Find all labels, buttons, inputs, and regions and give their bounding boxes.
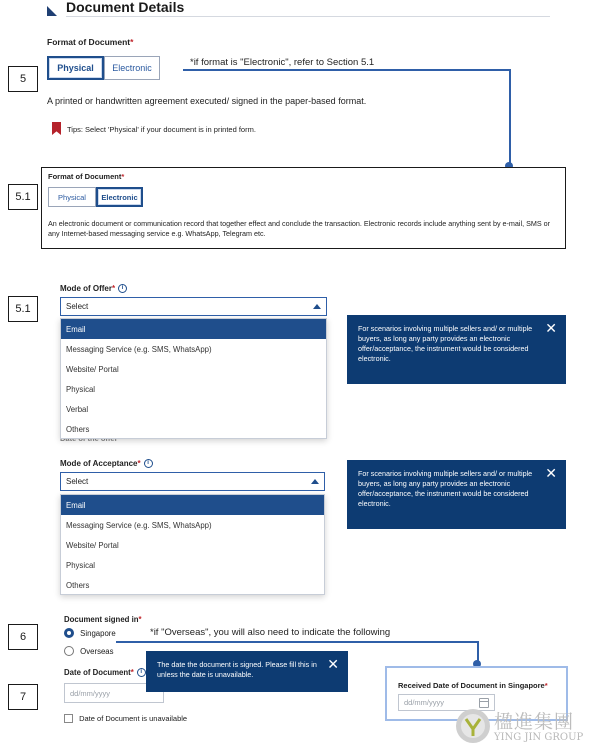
connector-line bbox=[116, 641, 478, 643]
radio-label: Overseas bbox=[80, 646, 114, 656]
mode-of-acceptance-label bbox=[60, 459, 153, 468]
section-marker bbox=[47, 6, 57, 16]
format-electronic-toggle bbox=[48, 187, 143, 207]
tooltip-text: For scenarios involving multiple sellers and/ or multiple buyers, as long any party provides an electronic offer/acceptance, the instrument would be considered electronic. bbox=[358, 324, 533, 363]
date-unavailable-checkbox[interactable] bbox=[64, 713, 187, 723]
menu-option-messaging[interactable]: Messaging Service (e.g. SMS, WhatsApp) bbox=[66, 344, 212, 354]
section-number-5-1: 5.1 bbox=[8, 184, 38, 210]
format-electronic-button[interactable]: Electronic bbox=[96, 187, 143, 207]
required-mark: * bbox=[112, 284, 116, 293]
required-mark: * bbox=[138, 615, 142, 624]
chevron-up-icon bbox=[313, 304, 321, 309]
required-mark: * bbox=[130, 668, 134, 677]
mode-of-offer-tooltip bbox=[347, 315, 566, 384]
mode-of-offer-label bbox=[60, 284, 127, 293]
date-of-document-label bbox=[64, 668, 146, 677]
tooltip-text: The date the document is signed. Please fill this in unless the date is unavailable. bbox=[157, 660, 317, 679]
connector-line bbox=[183, 69, 510, 71]
checkbox[interactable] bbox=[64, 714, 73, 723]
required-mark: * bbox=[130, 37, 134, 47]
menu-option-physical[interactable]: Physical bbox=[66, 384, 96, 394]
radio-button[interactable] bbox=[64, 646, 74, 656]
format-label-text: Format of Document bbox=[47, 37, 131, 47]
received-date-label bbox=[398, 681, 548, 690]
section-number-5-1-offer: 5.1 bbox=[8, 296, 38, 322]
mode-of-acceptance-tooltip bbox=[347, 460, 566, 529]
radio-singapore[interactable] bbox=[64, 628, 116, 638]
format-toggle bbox=[47, 56, 160, 80]
chevron-up-icon bbox=[311, 479, 319, 484]
format-annotation: *if format is "Electronic", refer to Section 5.1 bbox=[190, 57, 375, 68]
close-icon[interactable]: ✕ bbox=[545, 321, 557, 337]
divider bbox=[66, 16, 550, 17]
close-icon[interactable]: ✕ bbox=[327, 657, 339, 673]
mode-of-offer-menu bbox=[60, 318, 327, 439]
format-label bbox=[47, 37, 133, 47]
mode-of-acceptance-label-text: Mode of Acceptance bbox=[60, 459, 138, 468]
format-electronic-description: An electronic document or communication record that together effect and conclude the transaction. Electronic records include anything sent by e-mail, SMS or any Internet-based messaging service e.g. WhatsApp, Telegram etc. bbox=[48, 219, 551, 238]
signed-in-annotation: *if "Overseas", you will also need to indicate the following bbox=[150, 627, 391, 638]
document-signed-in-label-text: Document signed in bbox=[64, 615, 139, 624]
watermark-logo bbox=[452, 704, 602, 752]
menu-option-messaging[interactable]: Messaging Service (e.g. SMS, WhatsApp) bbox=[66, 520, 212, 530]
page-title: Document Details bbox=[66, 0, 185, 15]
info-icon[interactable]: i bbox=[118, 284, 127, 293]
logo-emblem-icon bbox=[454, 707, 492, 745]
mode-of-acceptance-select-value: Select bbox=[66, 477, 89, 486]
menu-option-physical[interactable]: Physical bbox=[66, 560, 96, 570]
tooltip-text: For scenarios involving multiple sellers and/ or multiple buyers, as long any party provides an electronic offer/acceptance, the instrument would be considered electronic. bbox=[358, 469, 533, 508]
mode-of-offer-select-value: Select bbox=[66, 302, 89, 311]
section-number-6: 6 bbox=[8, 624, 38, 650]
bookmark-icon bbox=[52, 122, 61, 135]
format-physical-button[interactable]: Physical bbox=[47, 56, 104, 80]
format-electronic-label bbox=[48, 172, 124, 181]
radio-button[interactable] bbox=[64, 628, 74, 638]
format-physical-button[interactable]: Physical bbox=[48, 187, 96, 207]
date-placeholder: dd/mm/yyyy bbox=[70, 688, 111, 698]
date-of-document-label-text: Date of Document bbox=[64, 668, 131, 677]
menu-option-website[interactable]: Website/ Portal bbox=[66, 364, 119, 374]
menu-option-email[interactable]: Email bbox=[61, 319, 326, 339]
info-icon[interactable]: i bbox=[137, 668, 146, 677]
menu-option-others[interactable]: Others bbox=[66, 580, 90, 590]
required-mark: * bbox=[121, 172, 125, 181]
electronic-format-panel bbox=[41, 167, 566, 249]
menu-option-website[interactable]: Website/ Portal bbox=[66, 540, 119, 550]
section-number-7: 7 bbox=[8, 684, 38, 710]
section-number-5: 5 bbox=[8, 66, 38, 92]
mode-of-acceptance-select[interactable] bbox=[60, 472, 325, 491]
format-tip: Tips: Select 'Physical' if your document is in printed form. bbox=[67, 125, 256, 134]
date-of-document-tooltip bbox=[146, 651, 348, 692]
connector-line bbox=[509, 69, 511, 165]
mode-of-offer-label-text: Mode of Offer bbox=[60, 284, 112, 293]
required-mark: * bbox=[137, 459, 141, 468]
mode-of-offer-select[interactable] bbox=[60, 297, 327, 316]
format-description: A printed or handwritten agreement executed/ signed in the paper-based format. bbox=[47, 96, 367, 106]
format-electronic-button[interactable]: Electronic bbox=[104, 56, 160, 80]
required-mark: * bbox=[544, 681, 548, 690]
received-date-label-text: Received Date of Document in Singapore bbox=[398, 681, 545, 690]
format-electronic-label-text: Format of Document bbox=[48, 172, 122, 181]
document-signed-in-label bbox=[64, 615, 142, 624]
menu-option-email[interactable]: Email bbox=[61, 495, 324, 515]
checkbox-label: Date of Document is unavailable bbox=[79, 713, 188, 723]
menu-option-others[interactable]: Others bbox=[66, 424, 90, 434]
close-icon[interactable]: ✕ bbox=[545, 466, 557, 482]
watermark-english: YING JIN GROUP bbox=[494, 732, 584, 743]
menu-option-verbal[interactable]: Verbal bbox=[66, 404, 89, 414]
mode-of-acceptance-menu bbox=[60, 494, 325, 595]
date-placeholder: dd/mm/yyyy bbox=[404, 698, 445, 707]
radio-label: Singapore bbox=[80, 628, 116, 638]
radio-overseas[interactable] bbox=[64, 646, 114, 656]
watermark-chinese: 楹進集團 bbox=[494, 711, 575, 733]
info-icon[interactable]: i bbox=[144, 459, 153, 468]
